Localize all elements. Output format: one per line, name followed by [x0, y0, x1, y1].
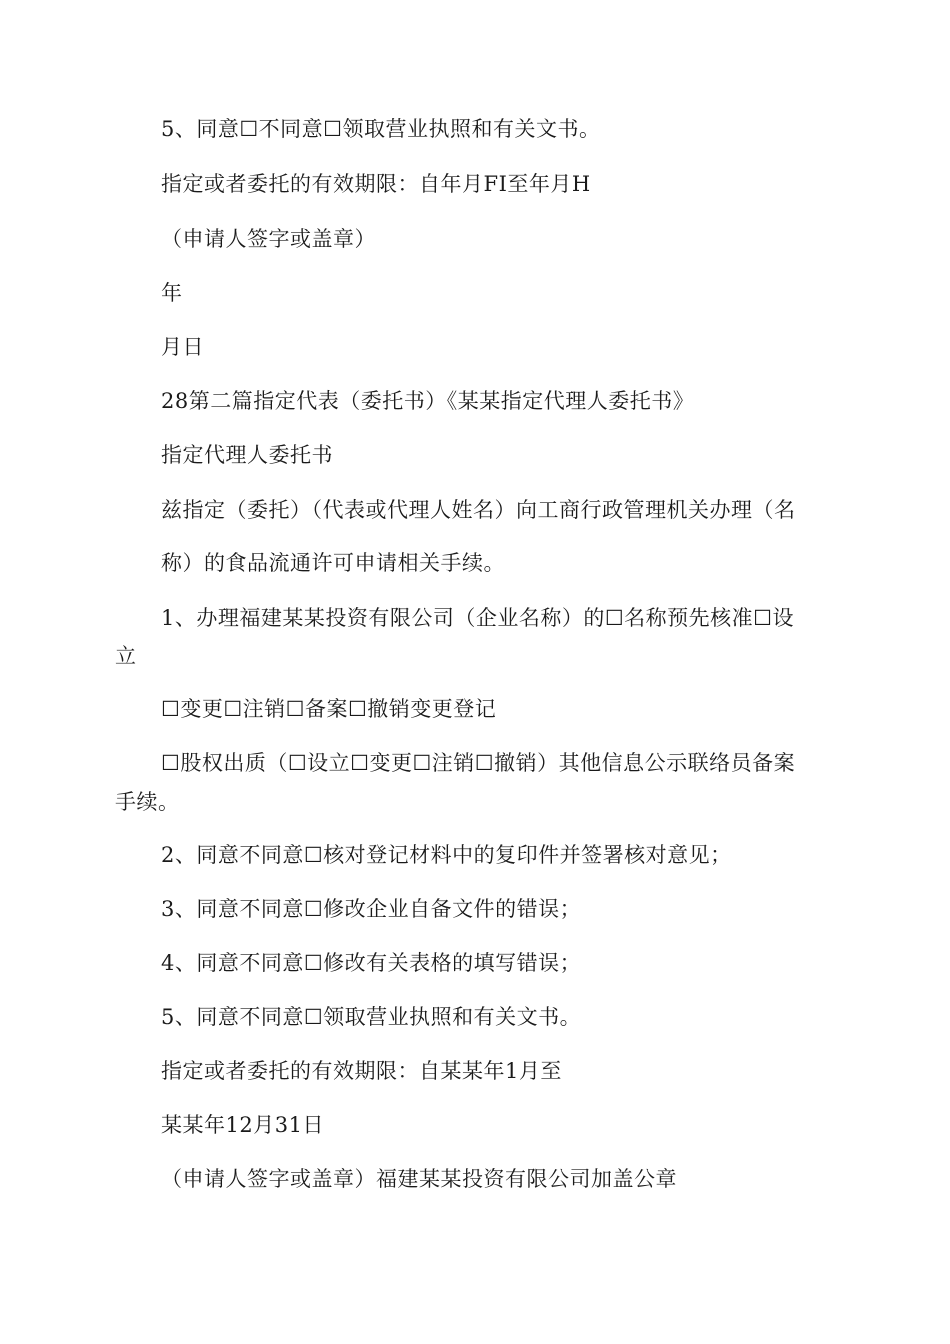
- paragraph-signature-seal: （申请人签字或盖章）福建某某投资有限公司加盖公章: [161, 1167, 677, 1191]
- paragraph-item5-collect-license: 5、同意☐不同意☐领取营业执照和有关文书。: [161, 117, 601, 141]
- paragraph-appointment-line2: 称）的食品流通许可申请相关手续。: [161, 551, 505, 575]
- paragraph-item3: 3、同意不同意☐修改企业自备文件的错误；: [161, 897, 582, 921]
- paragraph-equity-pledge-line2: 手续。: [115, 790, 180, 814]
- paragraph-validity-period: 指定或者委托的有效期限：自年月FI至年月H: [161, 172, 591, 196]
- paragraph-validity-end: 某某年12月31日: [161, 1113, 324, 1137]
- paragraph-item2: 2、同意不同意☐核对登记材料中的复印件并签署核对意见；: [161, 843, 732, 867]
- section-heading: 28第二篇指定代表（委托书）《某某指定代理人委托书》: [161, 389, 695, 413]
- paragraph-change-options: ☐变更☐注销☐备案☐撤销变更登记: [161, 697, 497, 721]
- paragraph-item1-line2: 立: [115, 644, 137, 668]
- paragraph-appointment-line1: 兹指定（委托）（代表或代理人姓名）向工商行政管理机关办理（名: [161, 498, 796, 522]
- paragraph-item5: 5、同意不同意☐领取营业执照和有关文书。: [161, 1005, 582, 1029]
- paragraph-equity-pledge-line1: ☐股权出质（☐设立☐变更☐注销☐撤销）其他信息公示联络员备案: [161, 751, 796, 775]
- paragraph-year: 年: [161, 281, 183, 305]
- document-title: 指定代理人委托书: [161, 443, 333, 467]
- paragraph-applicant-signature: （申请人签字或盖章）: [161, 227, 376, 251]
- paragraph-item4: 4、同意不同意☐修改有关表格的填写错误；: [161, 951, 582, 975]
- paragraph-validity-start: 指定或者委托的有效期限：自某某年1月至: [161, 1059, 562, 1083]
- paragraph-item1-line1: 1、办理福建某某投资有限公司（企业名称）的☐名称预先核准☐设: [161, 606, 795, 630]
- paragraph-month-day: 月日: [161, 335, 204, 359]
